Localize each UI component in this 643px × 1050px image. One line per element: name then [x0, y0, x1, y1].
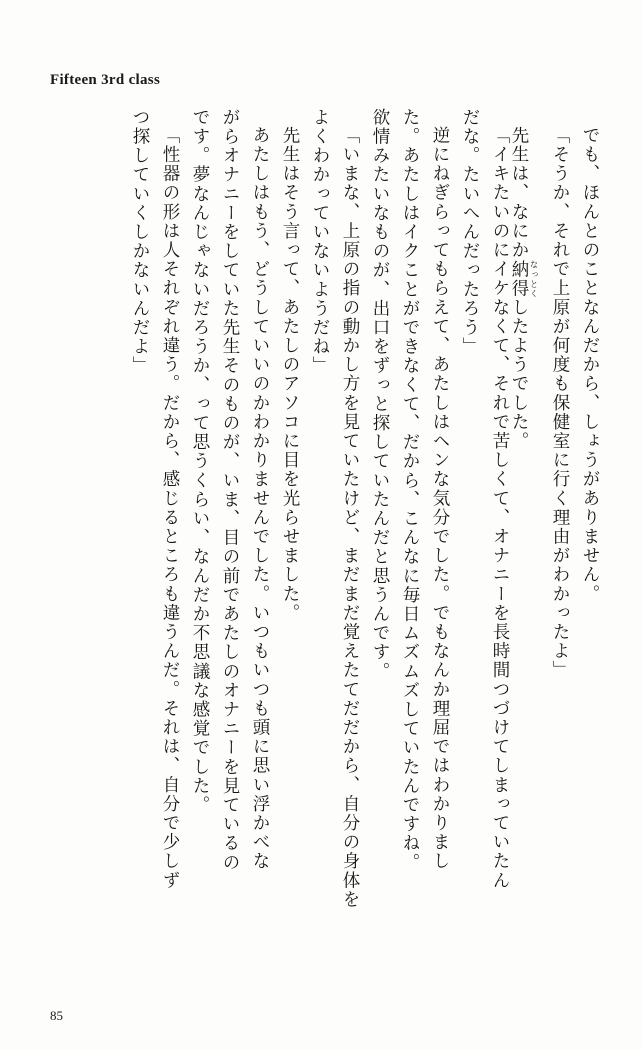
- text-column: 「イキたいのにイケなくて、それで苦しくて、オナニーを長時間つづけてしまっていたん: [490, 126, 510, 890]
- text-column: 「そうか、それで上原が何度も保健室に行く理由がわかったよ」: [550, 126, 570, 680]
- text-column: よくわかっていないようだね」: [310, 108, 330, 376]
- text-column: がらオナニーをしていた先生そのものが、いま、目の前であたしのオナニーを見ているの: [220, 108, 240, 872]
- text-column: 「いまな、上原の指の動かし方を見ていたけど、まだまだ覚えたてだだから、自分の身体を: [340, 126, 360, 910]
- ruby-nattoku: 納得 なっとく: [509, 259, 538, 298]
- page-number: 85: [50, 1008, 63, 1023]
- text-column: 「性器の形は人それぞれ違う。だから、感じるところも違うんだ。それは、自分で少しず: [160, 126, 180, 890]
- text-column: 欲情みたいなものが、出口をずっと探していたんだと思うんです。: [370, 108, 390, 681]
- text-column: つ探していくしかないんだよ」: [130, 108, 150, 376]
- text-column: 先生はそう言って、あたしのアソコに目を光らせました。: [280, 126, 300, 623]
- text-column: です。夢なんじゃないだろうか、って思うくらい、なんだか不思議な感覚でした。: [190, 108, 210, 815]
- text-column: でも、ほんとのことなんだから、しょうがありません。: [580, 126, 600, 604]
- text-column: 逆にねぎらってもらえて、あたしはヘンな気分でした。でもなんか理屈ではわかりまし: [430, 126, 450, 871]
- running-head: Fifteen 3rd class: [50, 72, 161, 88]
- vertical-text-block: [46, 108, 598, 988]
- text-column: 先生は、なにか納得 なっとくしたようでした。: [509, 126, 538, 451]
- text-column: だな。たいへんだったろう」: [460, 108, 480, 357]
- text-column: た。あたしはイクことができなくて、だから、こんなに毎日ムズムズしていたんですね。: [400, 108, 420, 872]
- text-column: あたしはもう、どうしていいのかわかりませんでした。いつもいつも頭に思い浮かべな: [250, 126, 270, 871]
